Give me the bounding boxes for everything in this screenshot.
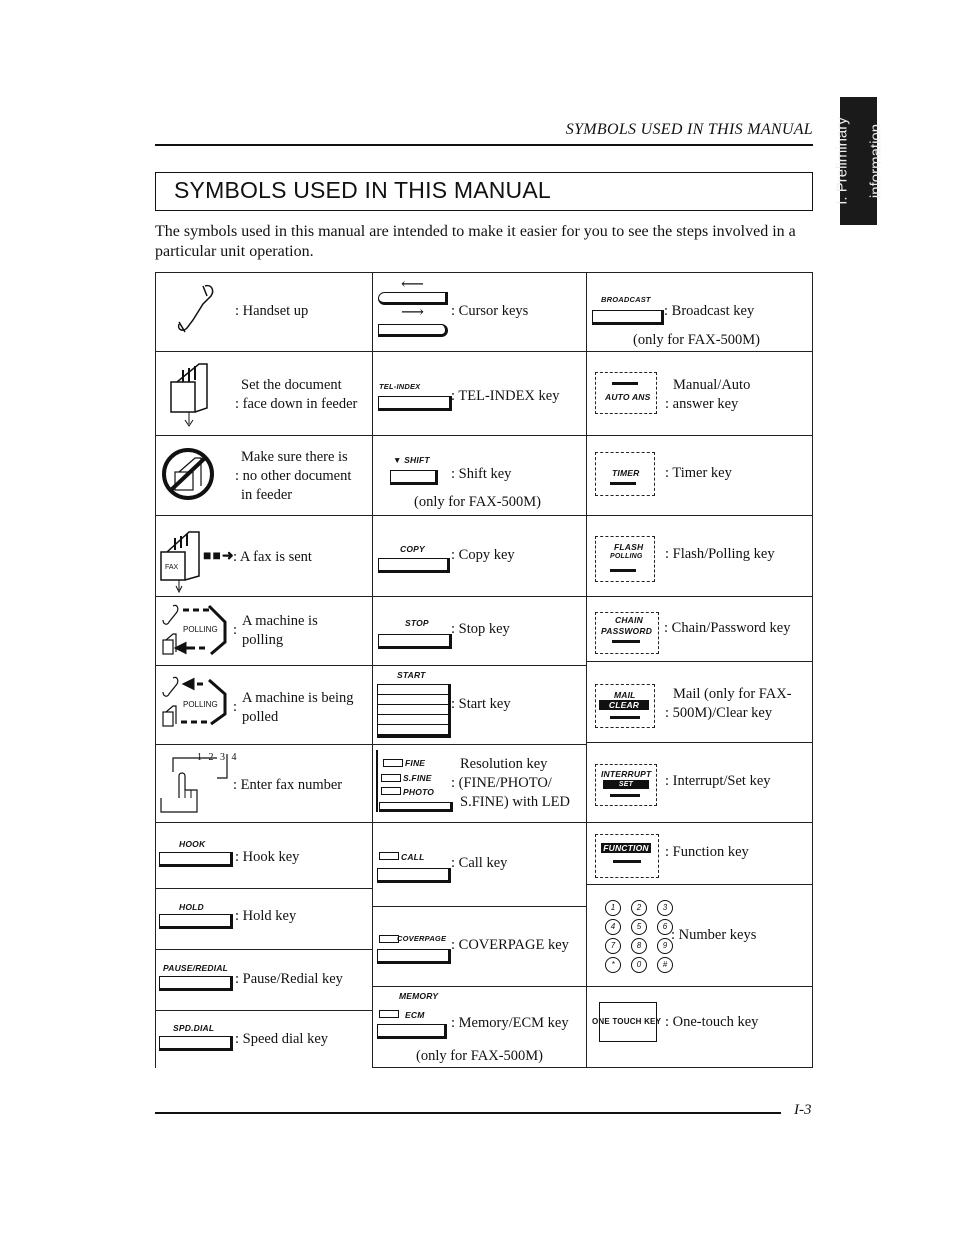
document-feeder-icon — [169, 362, 211, 428]
photo-label: PHOTO — [403, 787, 435, 797]
pause-label: : Pause/Redial key — [235, 971, 343, 987]
tel-index-label: : TEL-INDEX key — [451, 388, 560, 404]
fax-badge: FAX — [165, 564, 179, 571]
chain-key-sublabel: PASSWORD — [601, 626, 653, 636]
resolution-label-1: Resolution key — [460, 756, 548, 772]
number-key-1: 1 — [605, 900, 621, 916]
start-label: : Start key — [451, 696, 511, 712]
keypad-finger-icon — [157, 754, 233, 820]
page-number: I-3 — [794, 1102, 812, 1118]
memory-note: (only for FAX-500M) — [416, 1048, 543, 1064]
hold-label: : Hold key — [235, 908, 297, 924]
no-document-label-1: Make sure there is — [241, 449, 348, 465]
flash-label: : Flash/Polling key — [665, 546, 775, 562]
side-tab-text: I. Preliminary information — [833, 117, 884, 205]
no-document-label-2: : no other document — [235, 468, 352, 484]
broadcast-key-label: BROADCAST — [601, 295, 651, 304]
flash-bar — [610, 569, 636, 572]
footer-rule — [155, 1112, 781, 1114]
memory-label: : Memory/ECM key — [451, 1015, 569, 1031]
broadcast-key — [592, 310, 664, 325]
polled-colon: : — [233, 699, 238, 715]
resolution-bracket — [376, 750, 378, 812]
number-key-3: 3 — [657, 900, 673, 916]
ecm-label: ECM — [405, 1010, 425, 1020]
number-key-*: * — [605, 957, 621, 973]
hold-key-label: HOLD — [179, 902, 204, 912]
header-rule — [155, 144, 813, 146]
polled-label-2: polled — [242, 709, 279, 725]
set-key-label: SET — [603, 780, 649, 789]
number-keypad — [595, 898, 675, 972]
flash-key-sublabel: POLLING — [610, 553, 643, 560]
running-title: SYMBOLS USED IN THIS MANUAL — [565, 121, 813, 138]
function-label: : Function key — [665, 844, 749, 860]
section-title-box — [155, 172, 813, 211]
number-key-6: 6 — [657, 919, 673, 935]
interrupt-bar — [610, 794, 640, 797]
number-key-8: 8 — [631, 938, 647, 954]
polled-label-1: A machine is being — [242, 690, 354, 706]
hold-key — [159, 914, 233, 929]
coverpage-key-label: COVERPAGE — [397, 934, 447, 943]
number-key-7: 7 — [605, 938, 621, 954]
spd-key-label: SPD.DIAL — [173, 1023, 215, 1033]
tel-index-key-label: TEL-INDEX — [379, 382, 421, 391]
number-key-2: 2 — [631, 900, 647, 916]
one-touch-key-label: ONE TOUCH KEY — [592, 1017, 662, 1026]
polling-label-2: polling — [242, 632, 284, 648]
coverpage-key — [377, 949, 451, 964]
resolution-label-2: : (FINE/PHOTO/ — [451, 775, 552, 791]
interrupt-label: : Interrupt/Set key — [665, 773, 771, 789]
start-key-label: START — [397, 670, 426, 680]
sfine-led — [381, 774, 401, 782]
auto-ans-key-label: AUTO ANS — [605, 392, 651, 402]
symbol-table — [155, 272, 813, 1068]
pause-redial-key — [159, 976, 233, 991]
cursor-right-key — [378, 324, 448, 337]
timer-bar — [610, 482, 636, 485]
number-label: : Number keys — [671, 927, 757, 943]
hook-key-label: HOOK — [179, 839, 206, 849]
number-key-0: 0 — [631, 957, 647, 973]
timer-label: : Timer key — [665, 465, 732, 481]
speed-dial-key — [159, 1036, 233, 1051]
shift-key — [390, 470, 438, 485]
number-key-#: # — [657, 957, 673, 973]
document-label-1: Set the document — [241, 377, 342, 393]
shift-label: : Shift key — [451, 466, 512, 482]
copy-label: : Copy key — [451, 547, 515, 563]
photo-led — [381, 787, 401, 795]
document-label-2: : face down in feeder — [235, 396, 358, 412]
mail-label-2: : 500M)/Clear key — [665, 705, 773, 721]
intro-paragraph: The symbols used in this manual are intended to make it easier for you to see the steps involved in a particular unit operation. — [155, 223, 796, 260]
shift-key-label: ▼ SHIFT — [393, 455, 430, 465]
mail-key-label: MAIL — [614, 690, 636, 700]
memory-key-label: MEMORY — [399, 991, 439, 1001]
interrupt-key-label: INTERRUPT — [601, 769, 652, 779]
broadcast-label: : Broadcast key — [664, 303, 755, 319]
spd-label: : Speed dial key — [235, 1031, 329, 1047]
flash-key-label: FLASH — [614, 542, 644, 552]
stop-key — [378, 634, 452, 649]
polled-badge: POLLING — [183, 700, 218, 709]
ecm-led — [379, 1010, 399, 1018]
shift-note: (only for FAX-500M) — [414, 494, 541, 510]
fax-sent-label: : A fax is sent — [233, 549, 312, 565]
call-key — [377, 868, 451, 883]
tel-index-key — [378, 396, 452, 411]
call-label: : Call key — [451, 855, 508, 871]
function-key-label: FUNCTION — [601, 843, 651, 853]
section-title: SYMBOLS USED IN THIS MANUAL — [174, 177, 551, 203]
stop-key-label: STOP — [405, 618, 429, 628]
coverpage-label: : COVERPAGE key — [451, 937, 569, 953]
fax-sent-icon — [159, 524, 203, 594]
chain-key-label: CHAIN — [615, 615, 643, 625]
call-led — [379, 852, 399, 860]
fine-label: FINE — [405, 758, 426, 768]
copy-key-label: COPY — [400, 544, 425, 554]
call-key-label: CALL — [401, 852, 425, 862]
cursor-label: : Cursor keys — [451, 303, 529, 319]
timer-key-label: TIMER — [612, 468, 640, 478]
mail-bar — [610, 716, 640, 719]
number-key-9: 9 — [657, 938, 673, 954]
stop-label: : Stop key — [451, 621, 510, 637]
right-arrow-icon: ⟶ — [401, 304, 424, 321]
chain-label: : Chain/Password key — [664, 620, 791, 636]
no-document-label-3: in feeder — [241, 487, 293, 503]
number-key-4: 4 — [605, 919, 621, 935]
number-key-5: 5 — [631, 919, 647, 935]
function-key — [595, 834, 659, 878]
hook-label: : Hook key — [235, 849, 300, 865]
start-key — [377, 684, 451, 738]
resolution-label-3: S.FINE) with LED — [460, 794, 570, 810]
one-touch-label: : One-touch key — [665, 1014, 759, 1030]
auto-ans-bar — [612, 382, 638, 385]
auto-ans-label-1: Manual/Auto — [673, 377, 751, 393]
pause-key-label: PAUSE/REDIAL — [163, 963, 229, 973]
handset-label: : Handset up — [235, 303, 309, 319]
no-document-icon — [161, 444, 215, 506]
fax-sent-arrow-icon: ■■➜ — [203, 549, 235, 564]
resolution-key — [379, 802, 453, 812]
coverpage-led — [379, 935, 399, 943]
broadcast-note: (only for FAX-500M) — [633, 332, 760, 348]
polling-badge: POLLING — [183, 625, 218, 634]
clear-key-label: CLEAR — [599, 700, 649, 710]
handset-icon — [173, 282, 218, 340]
auto-ans-label-2: : answer key — [665, 396, 739, 412]
copy-key — [378, 558, 450, 573]
section-side-tab — [833, 97, 884, 225]
fine-led — [383, 759, 403, 767]
enter-fax-label: : Enter fax number — [233, 777, 343, 793]
polling-label-1: A machine is — [242, 613, 318, 629]
left-arrow-icon: ⟵ — [401, 276, 424, 293]
function-bar — [613, 860, 641, 863]
mail-label-1: Mail (only for FAX- — [673, 686, 792, 702]
sfine-label: S.FINE — [403, 773, 432, 783]
memory-key — [377, 1024, 447, 1039]
polling-colon: : — [233, 622, 238, 638]
enter-digits: 1 2 3 4 — [197, 752, 239, 763]
hook-key — [159, 852, 233, 867]
chain-bar — [612, 640, 640, 643]
